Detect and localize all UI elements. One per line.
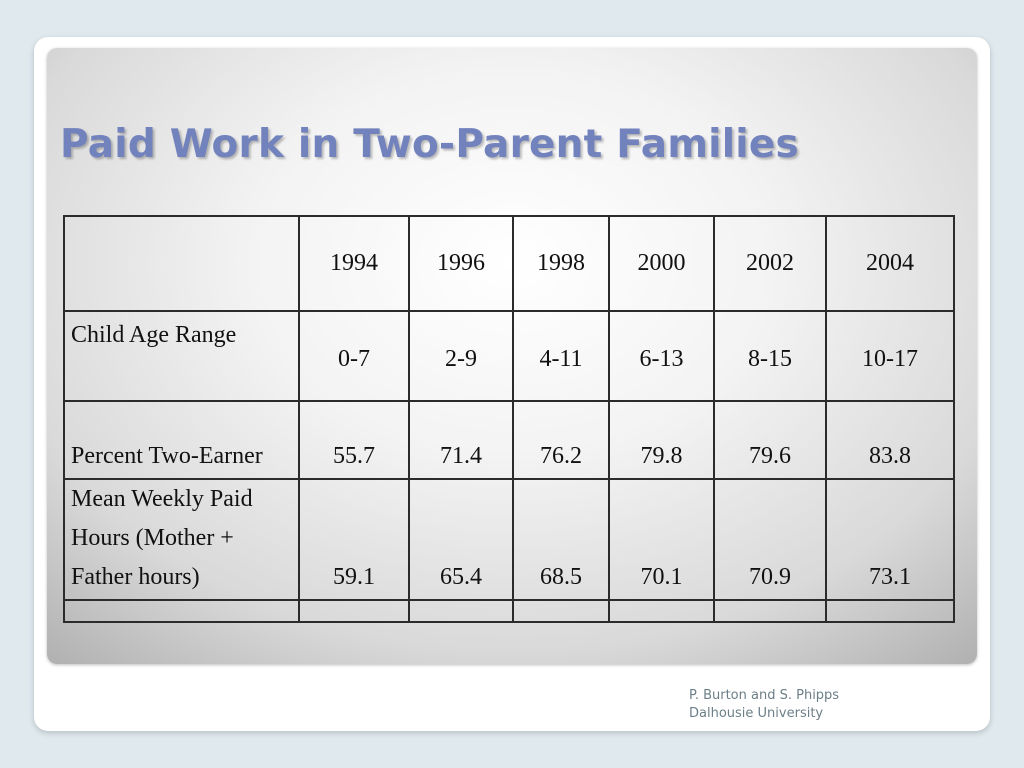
table-header-label-cell <box>64 216 299 311</box>
table-cell: 70.1 <box>609 479 714 600</box>
table-cell: 68.5 <box>513 479 609 600</box>
data-table <box>63 215 955 623</box>
footer-authors: P. Burton and S. Phipps <box>689 688 840 703</box>
table-cell: 6-13 <box>609 311 714 401</box>
table-cell: 79.8 <box>609 401 714 479</box>
table-cell: 65.4 <box>409 479 513 600</box>
footer-credit <box>689 687 839 723</box>
year-header-cell: 1994 <box>299 216 409 311</box>
table-cell: 70.9 <box>714 479 826 600</box>
row-label-cell: Child Age Range <box>64 311 299 401</box>
empty-cell <box>409 600 513 622</box>
table-row-child-age-range <box>64 311 954 401</box>
year-header-cell: 1996 <box>409 216 513 311</box>
row-label-cell: Mean Weekly Paid Hours (Mother + Father hours) <box>64 479 299 600</box>
empty-cell <box>513 600 609 622</box>
footer-institution: Dalhousie University <box>689 706 824 721</box>
table-header-row <box>64 216 954 311</box>
table-cell: 76.2 <box>513 401 609 479</box>
table-cell: 71.4 <box>409 401 513 479</box>
table-cell: 2-9 <box>409 311 513 401</box>
year-header-cell: 2004 <box>826 216 954 311</box>
table-cell: 10-17 <box>826 311 954 401</box>
year-header-cell: 1998 <box>513 216 609 311</box>
table-row-percent-two-earner <box>64 401 954 479</box>
empty-cell <box>299 600 409 622</box>
year-header-cell: 2000 <box>609 216 714 311</box>
row-label-cell: Percent Two-Earner <box>64 401 299 479</box>
empty-cell <box>826 600 954 622</box>
table-cell: 8-15 <box>714 311 826 401</box>
table-cell: 55.7 <box>299 401 409 479</box>
table-row-empty <box>64 600 954 622</box>
table-cell: 83.8 <box>826 401 954 479</box>
table-cell: 73.1 <box>826 479 954 600</box>
slide-title: Paid Work in Two-Parent Families <box>60 122 799 167</box>
table-cell: 4-11 <box>513 311 609 401</box>
table-cell: 0-7 <box>299 311 409 401</box>
table-cell: 59.1 <box>299 479 409 600</box>
empty-cell <box>609 600 714 622</box>
empty-cell <box>64 600 299 622</box>
year-header-cell: 2002 <box>714 216 826 311</box>
empty-cell <box>714 600 826 622</box>
table-cell: 79.6 <box>714 401 826 479</box>
table-row-mean-weekly-paid-hours <box>64 479 954 600</box>
